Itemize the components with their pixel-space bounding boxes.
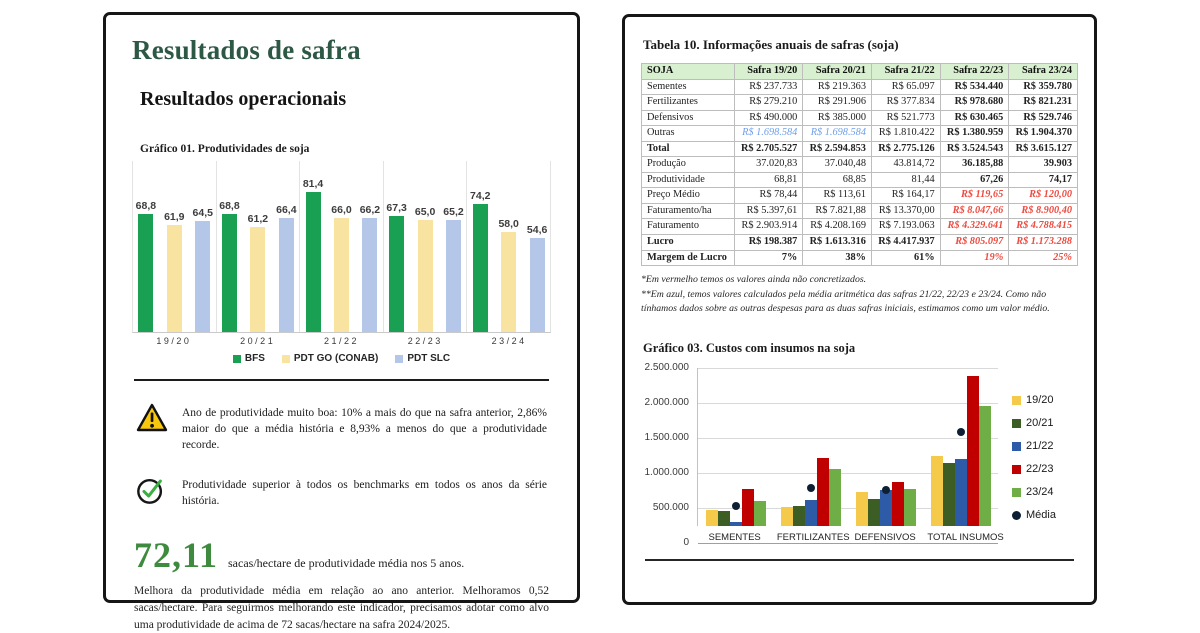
legend-label: 19/20	[1026, 394, 1054, 407]
chart1-x-axis-labels	[132, 336, 551, 346]
table-row-label: Preço Médio	[642, 188, 735, 204]
table-row	[642, 172, 1078, 188]
x-axis-label: FERTILIZANTES	[776, 532, 850, 544]
table-cell: R$ 164,17	[871, 188, 940, 204]
table-cell: R$ 65.097	[871, 79, 940, 95]
legend-label: 20/21	[1026, 417, 1054, 430]
table-cell: R$ 978.680	[940, 95, 1009, 111]
table-row-label: Faturamento/ha	[642, 203, 735, 219]
table-cell: R$ 1.173.288	[1009, 235, 1078, 251]
bar	[730, 522, 742, 527]
table-cell: 81,44	[871, 172, 940, 188]
bar	[306, 192, 321, 332]
bar	[829, 469, 841, 527]
legend-swatch	[1012, 465, 1021, 474]
y-axis-tick-label: 1.500.000	[644, 432, 689, 444]
table-cell: R$ 291.906	[803, 95, 872, 111]
legend-item	[1012, 486, 1078, 498]
bar-value-label: 65,0	[414, 206, 436, 219]
table-cell: R$ 2.903.914	[734, 219, 803, 235]
y-axis-tick-label: 2.000.000	[644, 397, 689, 409]
table-row	[642, 126, 1078, 142]
legend-label: PDT GO (CONAB)	[293, 353, 379, 364]
bar-group	[928, 368, 994, 526]
bar-group	[217, 161, 301, 332]
bar	[742, 489, 754, 526]
summary-paragraph: Melhora da produtividade média em relação ao ano anterior. Melhoramos 0,52 sacas/hectare. Para seguirmos melhorando este indicador, precisamos adotar como alvo uma produtividade de acima de 72 sacas/hectare na safra 2024/2025.	[134, 585, 549, 631]
table-header-row	[642, 64, 1078, 80]
bar-value-label: 68,8	[135, 199, 157, 212]
table-cell: R$ 4.417.937	[871, 235, 940, 251]
bar-value-label: 61,2	[247, 212, 269, 225]
bar	[195, 221, 210, 332]
table-cell: R$ 1.904.370	[1009, 126, 1078, 142]
table-row	[642, 95, 1078, 111]
table-row-label: Outras	[642, 126, 735, 142]
table-row	[642, 188, 1078, 204]
bar-wrapper	[386, 202, 406, 332]
table-row	[642, 141, 1078, 157]
table-cell: R$ 359.780	[1009, 79, 1078, 95]
table-row-label: Produção	[642, 157, 735, 173]
chart2-caption: Gráfico 03. Custos com insumos na soja	[643, 341, 856, 356]
x-axis-label: DEFENSIVOS	[854, 532, 916, 544]
table-cell: 38%	[803, 250, 872, 266]
bar-wrapper	[415, 206, 435, 332]
x-axis-label: 22/23	[407, 336, 443, 346]
table-header-cell: Safra 23/24	[1009, 64, 1078, 80]
table-row-label: Total	[642, 141, 735, 157]
bar-value-label: 67,3	[386, 202, 407, 215]
page-title: Resultados de safra	[132, 35, 361, 65]
bar-wrapper	[248, 213, 268, 332]
table-cell: R$ 8.047,66	[940, 203, 1009, 219]
legend-item	[233, 353, 265, 364]
bar	[222, 214, 237, 333]
bar	[754, 501, 766, 526]
bar-wrapper	[193, 207, 213, 332]
table-cell: R$ 1.380.959	[940, 126, 1009, 142]
bar-value-label: 66,2	[359, 204, 381, 216]
table-cell: R$ 1.698.584	[734, 126, 803, 142]
table-row	[642, 79, 1078, 95]
legend-item	[1012, 463, 1078, 475]
bar	[793, 506, 805, 526]
table-cell: R$ 198.387	[734, 235, 803, 251]
bar-group	[384, 161, 468, 332]
bar-wrapper	[164, 211, 184, 332]
warning-triangle-icon	[136, 403, 168, 438]
legend-swatch	[1012, 488, 1021, 497]
gridline	[698, 543, 998, 544]
table-row	[642, 219, 1078, 235]
bar-group	[300, 161, 384, 332]
kpi-row	[134, 534, 551, 576]
bar	[389, 216, 404, 332]
bar-group	[703, 368, 769, 526]
productivity-bar-chart	[132, 161, 551, 364]
average-marker	[882, 486, 890, 494]
legend-item	[282, 353, 378, 364]
legend-item	[1012, 417, 1078, 429]
legend-label: PDT SLC	[407, 353, 451, 364]
table-cell: R$ 805.097	[940, 235, 1009, 251]
table-cell: R$ 78,44	[734, 188, 803, 204]
bar	[868, 499, 880, 526]
legend-item	[1012, 509, 1078, 521]
bar-value-label: 68,8	[219, 199, 240, 212]
check-text: Produtividade superior à todos os benchmarks em todos os anos da série história.	[182, 479, 547, 508]
bar-value-label: 81,4	[302, 177, 324, 190]
bar-value-label: 58,0	[498, 218, 519, 231]
average-marker	[957, 428, 965, 436]
bar	[530, 238, 545, 332]
bar	[362, 218, 377, 332]
bar	[817, 458, 829, 527]
table-row-label: Lucro	[642, 235, 735, 251]
bar	[943, 463, 955, 526]
table-cell: R$ 120,00	[1009, 188, 1078, 204]
table-cell: R$ 2.594.853	[803, 141, 872, 157]
table-row-label: Sementes	[642, 79, 735, 95]
table-header-cell: Safra 22/23	[940, 64, 1009, 80]
table-header-cell: Safra 21/22	[871, 64, 940, 80]
table-cell: R$ 2.775.126	[871, 141, 940, 157]
table-cell: 68,81	[734, 172, 803, 188]
table-cell: R$ 113,61	[803, 188, 872, 204]
bar	[931, 456, 943, 527]
bar	[334, 218, 349, 332]
y-axis-tick-label: 2.500.000	[644, 362, 689, 374]
bar	[979, 406, 991, 526]
y-axis-tick-label: 0	[683, 537, 689, 549]
y-axis-tick-label: 500.000	[652, 502, 689, 514]
chart2-x-axis-labels	[697, 532, 1004, 544]
legend-item	[1012, 394, 1078, 406]
bar-value-label: 61,9	[164, 211, 185, 224]
chart1-caption: Gráfico 01. Produtividades de soja	[140, 143, 310, 155]
footnote-blue: **Em azul, temos valores calculados pela média aritmética das safras 21/22, 22/23 e 23/24. Como não tínhamos dados sobre as outras despesas para as duas safras iniciais, estimamos como um valor médio.	[641, 288, 1050, 315]
table-header-cell: Safra 20/21	[803, 64, 872, 80]
report-page-right	[622, 14, 1097, 605]
table-cell: 68,85	[803, 172, 872, 188]
table-cell: R$ 119,65	[940, 188, 1009, 204]
table-cell: R$ 529.746	[1009, 110, 1078, 126]
table-cell: R$ 237.733	[734, 79, 803, 95]
average-marker	[807, 484, 815, 492]
bar-wrapper	[303, 178, 323, 332]
table-row	[642, 203, 1078, 219]
bar-wrapper	[331, 204, 351, 332]
x-axis-label: 20/21	[240, 336, 276, 346]
table-cell: 25%	[1009, 250, 1078, 266]
x-axis-label: TOTAL INSUMOS	[927, 532, 1004, 544]
bar	[501, 232, 516, 332]
table-cell: 74,17	[1009, 172, 1078, 188]
kpi-value: 72,11	[134, 535, 219, 576]
table-row-label: Produtividade	[642, 172, 735, 188]
check-circle-icon	[136, 475, 168, 510]
table-cell: R$ 534.440	[940, 79, 1009, 95]
chart1-legend	[132, 353, 551, 364]
bar-wrapper	[219, 200, 239, 333]
table-cell: R$ 3.524.543	[940, 141, 1009, 157]
table-row-label: Defensivos	[642, 110, 735, 126]
bar-value-label: 74,2	[470, 190, 491, 203]
bar	[856, 492, 868, 526]
legend-swatch	[1012, 396, 1021, 405]
legend-label: 22/23	[1026, 463, 1054, 476]
table-cell: R$ 821.231	[1009, 95, 1078, 111]
table-row	[642, 157, 1078, 173]
bar	[279, 218, 294, 332]
table-cell: R$ 490.000	[734, 110, 803, 126]
table-cell: R$ 1.613.316	[803, 235, 872, 251]
table-cell: R$ 521.773	[871, 110, 940, 126]
table-cell: 67,26	[940, 172, 1009, 188]
bar-wrapper	[276, 204, 296, 332]
legend-item	[395, 353, 450, 364]
bar	[904, 489, 916, 526]
table-cell: R$ 13.370,00	[871, 203, 940, 219]
harvest-data-table	[641, 63, 1078, 266]
bar	[955, 459, 967, 527]
bar	[706, 510, 718, 527]
bars-row	[698, 368, 998, 526]
bar	[880, 490, 892, 527]
bar	[781, 507, 793, 527]
legend-swatch	[1012, 442, 1021, 451]
table-cell: R$ 8.900,40	[1009, 203, 1078, 219]
table-cell: R$ 7.821,88	[803, 203, 872, 219]
table-cell: 36.185,88	[940, 157, 1009, 173]
bar-wrapper	[527, 224, 547, 332]
bar-group	[467, 161, 551, 332]
table-row	[642, 110, 1078, 126]
report-page-left	[103, 12, 580, 631]
table-cell: R$ 219.363	[803, 79, 872, 95]
table-row-label: Fertilizantes	[642, 95, 735, 111]
bar-group	[778, 368, 844, 526]
table-cell: R$ 4.788.415	[1009, 219, 1078, 235]
bar-wrapper	[470, 190, 490, 332]
table-cell: R$ 5.397,61	[734, 203, 803, 219]
bar-group	[853, 368, 919, 526]
table-row	[642, 250, 1078, 266]
table-cell: R$ 1.698.584	[803, 126, 872, 142]
divider	[645, 559, 1074, 561]
divider	[134, 379, 549, 381]
warning-text: Ano de produtividade muito boa: 10% a mais do que na safra anterior, 2,86% maior do que a média história e 8,93% a menos do que a produtividade recorde.	[182, 407, 547, 452]
bar	[138, 214, 153, 333]
kpi-caption: sacas/hectare de produtividade média nos 5 anos.	[228, 556, 465, 571]
table-cell: R$ 4.208.169	[803, 219, 872, 235]
legend-swatch	[395, 355, 403, 363]
legend-point-swatch	[1012, 511, 1021, 520]
table-cell: 37.020,83	[734, 157, 803, 173]
bar-group	[133, 161, 217, 332]
table-row	[642, 235, 1078, 251]
table-cell: R$ 1.810.422	[871, 126, 940, 142]
legend-label: Média	[1026, 509, 1056, 522]
bar-value-label: 54,6	[526, 224, 548, 236]
table-cell: R$ 7.193.063	[871, 219, 940, 235]
legend-swatch	[282, 355, 290, 363]
check-note	[136, 475, 547, 510]
bar	[805, 500, 817, 526]
legend-label: 23/24	[1026, 486, 1054, 499]
table-cell: R$ 279.210	[734, 95, 803, 111]
table-cell: 19%	[940, 250, 1009, 266]
bar	[473, 204, 488, 332]
footnotes	[641, 273, 1078, 317]
table-cell: 7%	[734, 250, 803, 266]
bar-value-label: 66,4	[276, 203, 297, 216]
x-axis-label: 23/24	[491, 336, 527, 346]
bar	[718, 511, 730, 526]
bar	[892, 482, 904, 526]
footnote-red: *Em vermelho temos os valores ainda não concretizados.	[641, 274, 867, 286]
table-cell: 37.040,48	[803, 157, 872, 173]
section-title: Resultados operacionais	[140, 88, 347, 110]
table-cell: R$ 385.000	[803, 110, 872, 126]
chart1-plot-area	[132, 161, 551, 333]
bar-value-label: 66,0	[331, 204, 352, 217]
table-row-label: Faturamento	[642, 219, 735, 235]
bar	[967, 376, 979, 526]
table-title: Tabela 10. Informações anuais de safras (soja)	[643, 37, 899, 52]
table-cell: R$ 377.834	[871, 95, 940, 111]
bar-value-label: 65,2	[443, 205, 464, 218]
warning-note	[136, 403, 547, 453]
chart2-y-axis-labels	[641, 362, 697, 549]
table-cell: 39.903	[1009, 157, 1078, 173]
x-axis-label: SEMENTES	[708, 532, 761, 544]
bar-wrapper	[136, 200, 156, 333]
table-header-cell: Safra 19/20	[734, 64, 803, 80]
legend-item	[1012, 440, 1078, 452]
legend-swatch	[1012, 419, 1021, 428]
table-cell: R$ 2.705.527	[734, 141, 803, 157]
bar-wrapper	[498, 218, 518, 332]
table-header-cell: SOJA	[642, 64, 735, 80]
bar	[167, 225, 182, 332]
table-cell: R$ 630.465	[940, 110, 1009, 126]
x-axis-label: 21/22	[323, 336, 359, 346]
table-cell: 61%	[871, 250, 940, 266]
table-cell: 43.814,72	[871, 157, 940, 173]
bar-wrapper	[443, 206, 463, 332]
x-axis-label: 19/20	[156, 336, 192, 346]
y-axis-tick-label: 1.000.000	[644, 467, 689, 479]
table-row-label: Margem de Lucro	[642, 250, 735, 266]
input-costs-bar-chart	[641, 362, 1078, 549]
bar-value-label: 64,5	[192, 206, 213, 219]
table-cell: R$ 4.329.641	[940, 219, 1009, 235]
average-marker	[732, 502, 740, 510]
legend-swatch	[233, 355, 241, 363]
legend-label: BFS	[244, 353, 265, 364]
bar	[250, 227, 265, 332]
chart2-legend	[998, 368, 1078, 543]
table-cell: R$ 3.615.127	[1009, 141, 1078, 157]
bar	[418, 220, 433, 332]
bar	[446, 220, 461, 332]
chart2-plot-area	[697, 368, 998, 526]
bar-wrapper	[360, 204, 380, 332]
legend-label: 21/22	[1026, 440, 1054, 453]
